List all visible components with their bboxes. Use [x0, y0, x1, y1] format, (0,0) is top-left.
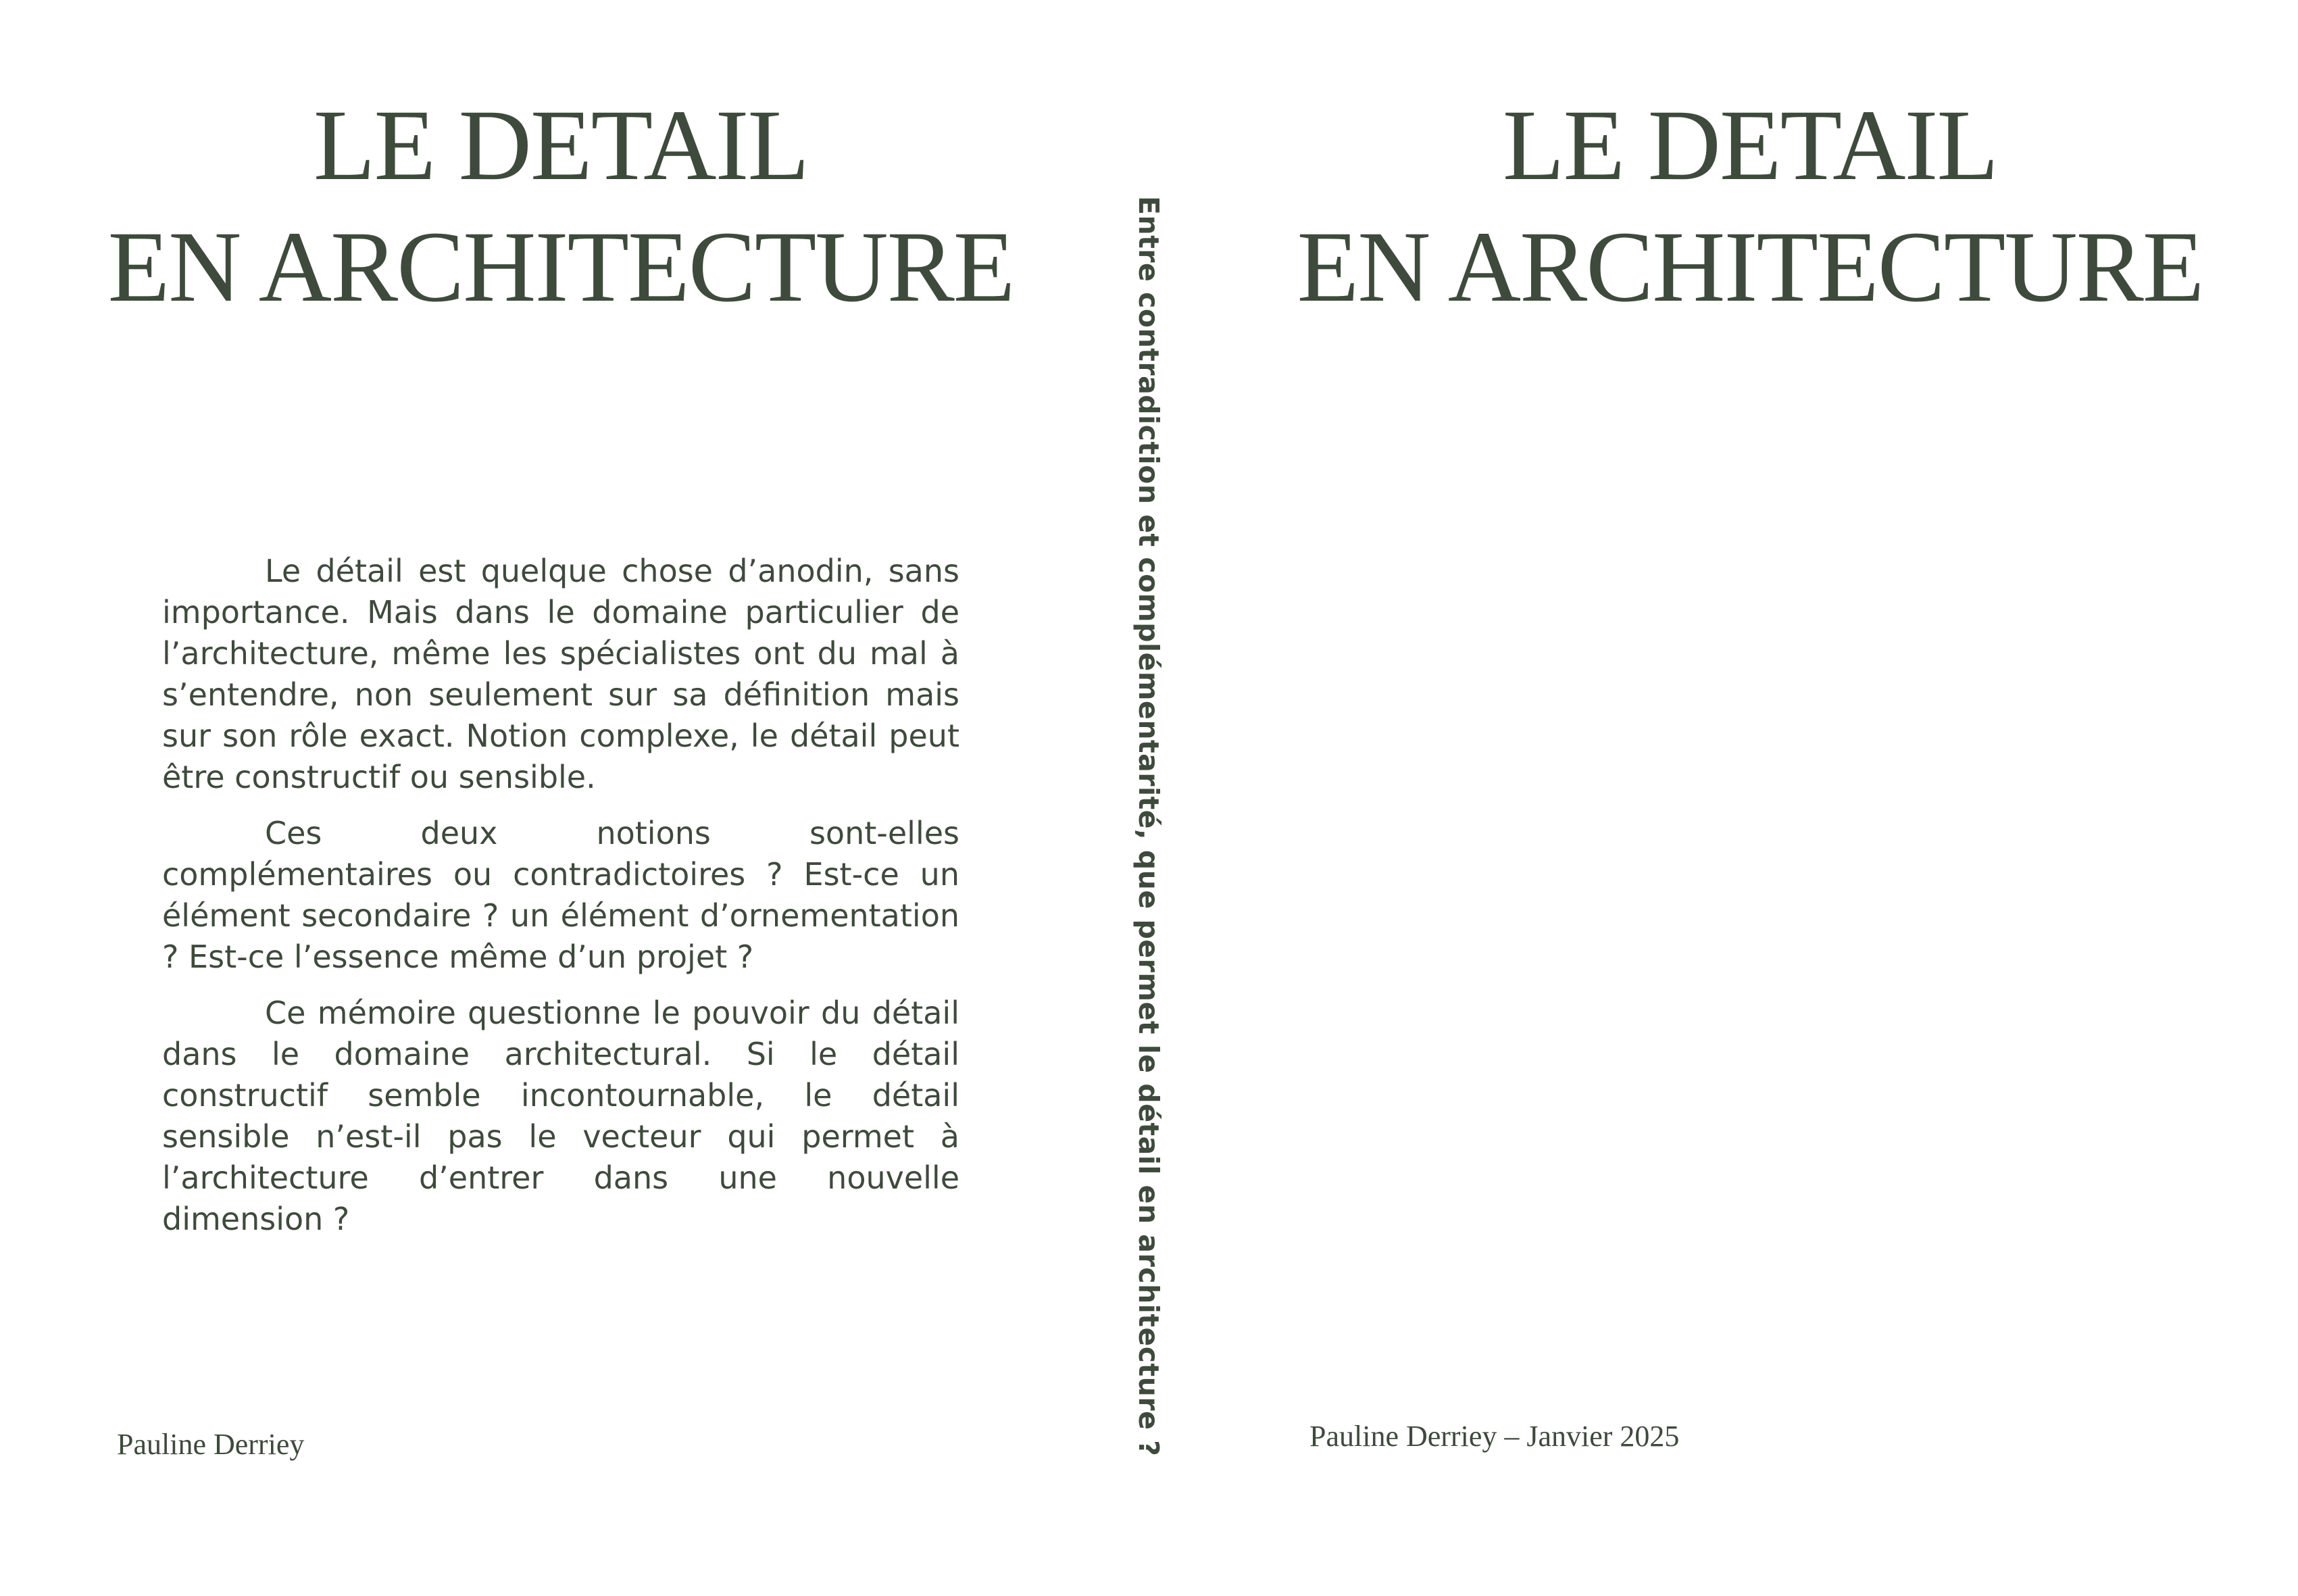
summary-paragraph-2: Ces deux notions sont-elles complémentaires ou contradictoires ? Est-ce un élément secondaire ? un élément d’ornementation ? Est-ce l’essence même d’un projet ?	[162, 815, 959, 975]
summary-paragraph-3: Ce mémoire questionne le pouvoir du détail dans le domaine architectural. Si le détail constructif semble incontournable, le détail sensible n’est-il pas le vecteur qui permet à l’architecture d’entrer dans une nouvelle dimension ?	[162, 995, 959, 1237]
back-title-line-1: LE DETAIL	[313, 89, 809, 201]
front-cover-title	[1203, 84, 2297, 328]
front-cover-author-date: Pauline Derriey – Janvier 2025	[1309, 1420, 1680, 1453]
back-title-line-2: EN ARCHITECTURE	[107, 211, 1014, 323]
spine-subtitle: Entre contradiction et complémentarité, que permet le détail en architecture ?	[1132, 196, 1165, 1457]
back-cover-summary	[162, 551, 959, 1255]
summary-paragraph-1: Le détail est quelque chose d’anodin, sans importance. Mais dans le domaine particulier de l’architecture, même les spécialistes ont du mal à s’entendre, non seulement sur sa définition mais sur son rôle exact. Notion complexe, le détail peut être constructif ou sensible.	[162, 553, 959, 795]
back-cover-author: Pauline Derriey	[117, 1428, 305, 1461]
back-cover	[0, 0, 1095, 1596]
back-cover-title	[0, 84, 1122, 328]
front-title-line-2: EN ARCHITECTURE	[1297, 211, 2203, 323]
front-title-line-1: LE DETAIL	[1502, 89, 1998, 201]
front-cover	[1203, 0, 2298, 1596]
